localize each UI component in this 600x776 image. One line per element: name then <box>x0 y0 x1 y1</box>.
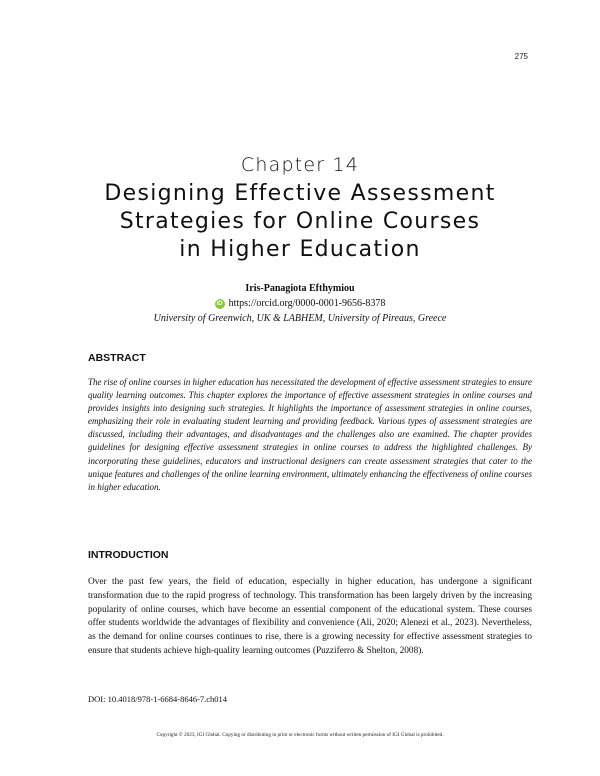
author-name: Iris-Panagiota Efthymiou <box>245 283 355 294</box>
abstract-heading: ABSTRACT <box>88 352 146 364</box>
copyright-notice: Copyright © 2023, IGI Global. Copying or distributing in print or electronic forms without written permission of IGI Global is prohibited. <box>156 732 444 738</box>
page-number: 275 <box>514 52 528 61</box>
chapter-label: Chapter 14 <box>240 154 360 176</box>
chapter-title-line: in Higher Education <box>179 237 421 262</box>
orcid-line <box>0 296 600 311</box>
abstract-text: The rise of online courses in higher education has necessitated the development of effective assessment strategies to ensure quality learning outcomes. This chapter explores the importance of effective assessment strategies in online courses and provides insights into designing such strategies. It highlights the importance of assessment strategies in online courses, emphasizing their role in evaluating student learning and providing feedback. Various types of assessment strategies are discussed, including their advantages, and disadvantages and the challenges also are examined. The chapter provides guidelines for designing effective assessment strategies in online courses to address the highlighted challenges. By incorporating these guidelines, educators and instructional designers can create assessment strategies that cater to the unique features and challenges of the online learning environment, ultimately enhancing the effectiveness of online courses in higher education. <box>88 377 532 492</box>
doi: DOI: 10.4018/978-1-6684-8646-7.ch014 <box>88 694 228 704</box>
author-block <box>0 281 600 326</box>
introduction-text: Over the past few years, the field of education, especially in higher education, has undergone a significant transformation due to the rapid progress of technology. This transformation has been largely driven by the increasing popularity of online courses, which have become an essential component of the educational system. These courses offer students worldwide the advantages of flexibility and convenience (Ali, 2020; Alenezi et al., 2023). Nevertheless, as the demand for online courses continues to rise, there is a growing necessity for effective assessment strategies to ensure that students achieve high-quality learning outcomes (Puzziferro & Shelton, 2008). <box>88 577 532 656</box>
chapter-title-line: Designing Effective Assessment <box>104 181 496 206</box>
chapter-title-line: Strategies for Online Courses <box>119 209 481 234</box>
orcid-link[interactable]: https://orcid.org/0000-0001-9656-8378 <box>228 298 386 309</box>
chapter-title <box>0 180 600 264</box>
orcid-icon[interactable]: iD <box>216 300 223 307</box>
introduction-heading: INTRODUCTION <box>88 549 169 561</box>
author-affiliation: University of Greenwich, UK & LABHEM, University of Pireaus, Greece <box>153 313 447 324</box>
